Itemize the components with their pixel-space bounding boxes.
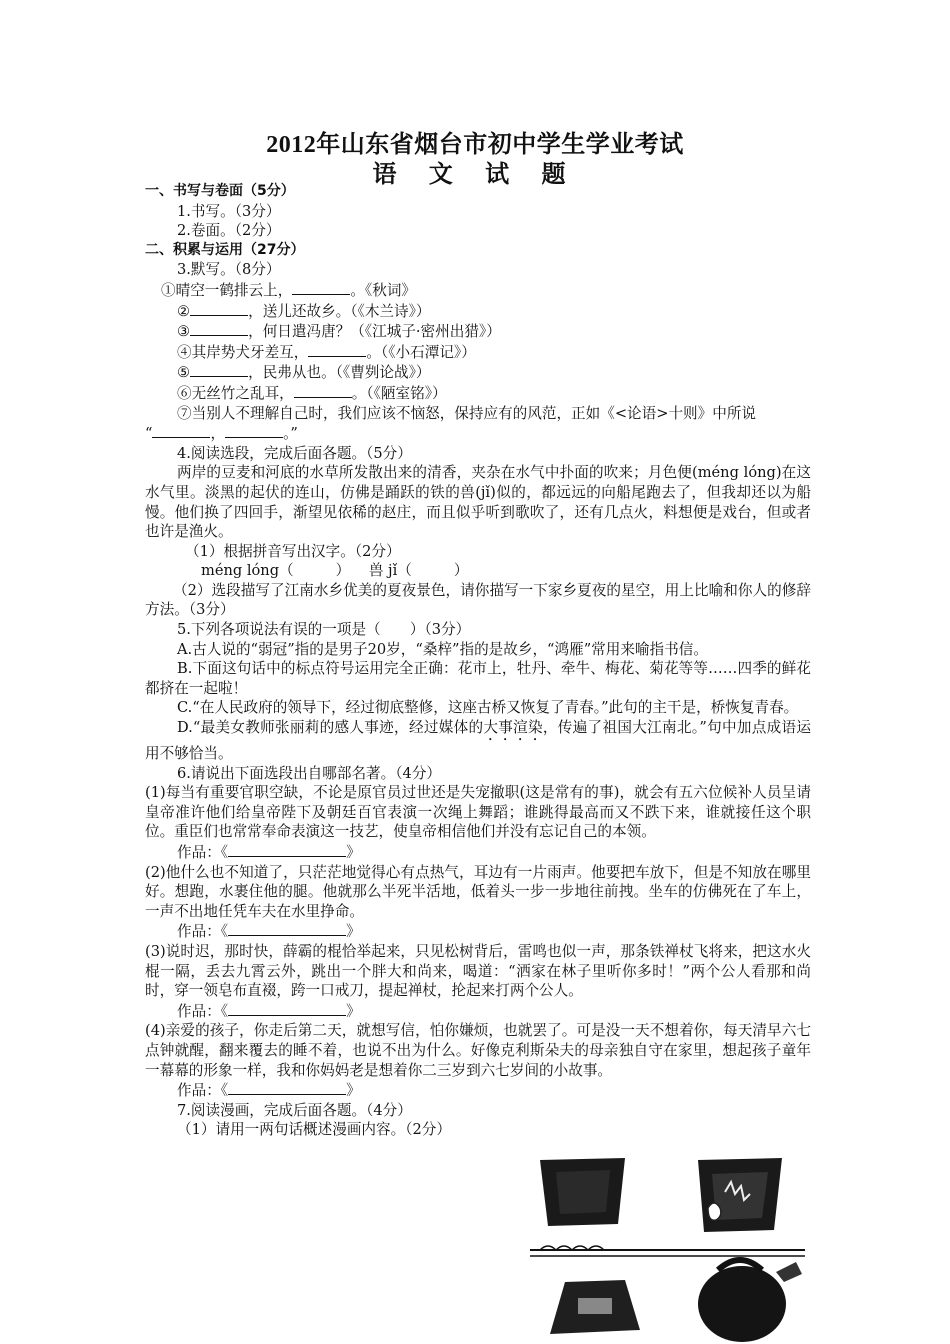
recite-line-5 [145, 362, 811, 383]
work-label: 》 [346, 1082, 361, 1100]
work-answer-4 [145, 1080, 811, 1101]
figure-right-arm [776, 1262, 802, 1282]
question-7-sub1: （1）请用一两句话概述漫画内容。（2分） [177, 1121, 451, 1139]
quote-mark: “ [145, 425, 153, 443]
hand-icon [708, 1203, 721, 1220]
option-a: A.古人说的“弱冠”指的是男子20岁，“桑梓”指的是故乡，“鸿雁”常用来喻指书信。 [177, 640, 708, 658]
exam-subtitle: 语 文 试 题 [372, 159, 578, 188]
answer-blank[interactable] [228, 1080, 346, 1095]
paren: ） [335, 562, 351, 580]
recite-line-6 [145, 383, 811, 404]
answer-blank[interactable] [190, 321, 248, 336]
comic-drawing [530, 1152, 805, 1344]
work-label: 》 [346, 923, 361, 941]
exam-title: 2012年山东省烟台市初中学生学业考试 [266, 132, 684, 158]
question-2: 2.卷面。（2分） [177, 222, 281, 240]
answer-blank[interactable] [228, 921, 346, 936]
pinyin-row [145, 561, 811, 581]
answer-blank[interactable] [152, 423, 210, 438]
question-4-sub1: （1）根据拼音写出汉字。（2分） [185, 542, 401, 560]
section1-heading: 一、书写与卷面（5分） [145, 183, 295, 199]
work-answer-2 [145, 921, 811, 942]
exam-body [145, 182, 811, 1140]
recite-text: ② [177, 302, 191, 320]
answer-blank[interactable] [228, 1001, 346, 1016]
excerpt-1: (1)每当有重要官职空缺，不论是原官员过世还是失宠撤职(这是常有的事)，就会有五六位候补人员呈请皇帝准许他们给皇帝陛下及朝廷百官表演一次绳上舞蹈；谁跳得最高而又不跌下来，谁就接任这个职位。重臣们也常常奉命表演这一技艺，使皇帝相信他们并没有忘记自己的本领。 [145, 784, 811, 841]
work-answer-3 [145, 1001, 811, 1022]
answer-blank[interactable] [292, 280, 350, 295]
question-3-label: 3.默写。（8分） [177, 261, 281, 279]
figure-right [698, 1266, 786, 1342]
answer-blank[interactable] [190, 362, 248, 377]
work-label: 》 [346, 1002, 361, 1020]
recite-text: ，何日遣冯唐？（《江城子·密州出猎》） [248, 323, 501, 341]
question-4-label: 4.阅读选段，完成后面各题。（5分） [177, 444, 412, 462]
comma: ， [210, 425, 226, 443]
work-answer-1 [145, 842, 811, 863]
option-b: B.下面这句话中的标点符号运用完全正确：花市上，牡丹、牵牛、梅花、菊花等等……四季的鲜花都挤在一起啦！ [145, 660, 811, 697]
excerpt-3: (3)说时迟，那时快，薛霸的棍恰举起来，只见松树背后，雷鸣也似一声，那条铁禅杖飞将来，把这水火棍一隔，丢去九霄云外，跳出一个胖大和尚来，喝道：“洒家在林子里听你多时！”两个公人看那和尚时，穿一领皂布直裰，跨一口戒刀，提起禅杖，抡起来打两个公人。 [145, 942, 811, 1000]
recite-line-1 [145, 280, 811, 301]
tv-screen-inner [556, 1170, 610, 1214]
question-4-sub2: （2）选段描写了江南水乡优美的夏夜景色，请你描写一下家乡夏夜的星空，用上比喻和你人的修辞方法。（3分） [145, 581, 811, 619]
recite-text: 。《秋词》 [350, 281, 417, 299]
question-4-passage: 两岸的豆麦和河底的水草所发散出来的清香，夹杂在水气中扑面的吹来；月色便(méng lóng)在这水气里。淡黑的起伏的连山，仿佛是踊跃的铁的兽(jǐ)似的，都远远的向船尾跑去了，但我却还以为船慢。他们换了四回手，渐望见依稀的赵庄，而且似乎听到歌吹了，还有几点火，料想便是戏台，但或者也许是渔火。 [145, 464, 811, 541]
comic-illustration [530, 1152, 805, 1344]
recite-line-7: ⑦当别人不理解自己时，我们应该不恼怒，保持应有的风范，正如《<论语>十则》中所说 [177, 404, 757, 422]
work-label: 作品：《 [177, 923, 229, 941]
question-7-label: 7.阅读漫画，完成后面各题。（4分） [177, 1101, 412, 1119]
option-d-text: ，传遍了祖国大江南北。”句中加点成语运用不够恰当。 [145, 719, 811, 763]
answer-blank[interactable] [225, 423, 283, 438]
work-label: 作品：《 [177, 844, 229, 861]
pinyin-text: 兽 jǐ（ [368, 562, 412, 580]
recite-text: ，民弗从也。（《曹刿论战》） [248, 364, 431, 382]
question-6-label: 6.请说出下面选段出自哪部名著。（4分） [177, 764, 442, 782]
option-c: C.“在人民政府的领导下，经过彻底整修，这座古桥又恢复了青春。”此句的主干是，桥恢复青春。 [177, 699, 799, 717]
question-5-label: 5.下列各项说法有误的一项是（ ）（3分） [177, 621, 471, 639]
pinyin-text: méng lóng（ [201, 562, 294, 580]
answer-blank[interactable] [190, 301, 248, 316]
recite-text: 。（《小石潭记》） [366, 343, 476, 361]
recite-text: ⑤ [177, 364, 191, 382]
figure-left-detail [578, 1298, 612, 1314]
recite-text: ④其岸势犬牙差互， [177, 343, 309, 361]
dotted-idiom: 大事渲染 [483, 719, 543, 737]
answer-blank[interactable] [294, 383, 352, 398]
recite-line-4 [145, 342, 811, 363]
excerpt-4: (4)亲爱的孩子，你走后第二天，就想写信，怕你嫌烦，也就罢了。可是没一天不想着你，每天清早六七点钟就醒，翻来覆去的睡不着，也说不出为什么。好像克利斯朵夫的母亲独自守在家里，想起孩子童年一幕幕的形象一样，我和你妈妈老是想着你二三岁到六七岁间的小故事。 [145, 1022, 811, 1079]
option-d-text: D.“最美女教师张丽莉的感人事迹，经过媒体的 [177, 719, 484, 737]
work-label: 作品：《 [177, 1002, 229, 1020]
recite-text: ①晴空一鹤排云上， [161, 281, 293, 299]
recite-text: 。（《陋室铭》） [351, 384, 447, 402]
recite-line-2 [145, 301, 811, 322]
recite-text: ，送儿还故乡。（《木兰诗》） [248, 302, 431, 320]
quote-mark: 。” [283, 425, 298, 443]
work-label: 》 [346, 844, 361, 861]
answer-blank[interactable] [228, 842, 346, 857]
paren: ） [453, 562, 469, 580]
excerpt-2: (2)他什么也不知道了，只茫茫地觉得心有点热气，耳边有一片雨声。他要把车放下，但是不知放在哪里好。想跑，水裹住他的腿。他就那么半死半活地，低着头一步一步地往前拽。坐车的仿佛死在了车上，一声不出地任凭车夫在水里挣命。 [145, 863, 811, 920]
work-label: 作品：《 [177, 1082, 229, 1100]
recite-text: ⑥无丝竹之乱耳， [177, 384, 294, 402]
section2-heading: 二、积累与运用（27分） [145, 241, 305, 258]
recite-line-3 [145, 321, 811, 342]
answer-blank[interactable] [308, 342, 366, 357]
recite-text: ③ [177, 323, 191, 341]
question-1: 1.书写。（3分） [177, 202, 281, 220]
option-d [145, 718, 811, 764]
recite-line-7-blanks [145, 423, 811, 444]
